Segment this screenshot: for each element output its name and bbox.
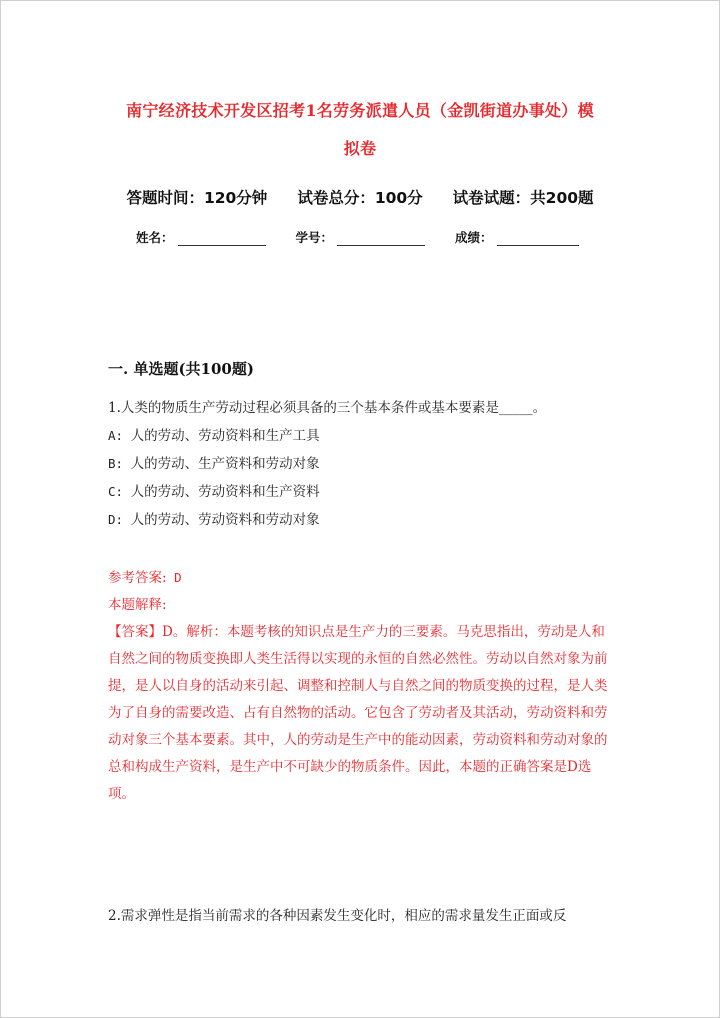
exam-question-count: 试卷试题：共200题	[452, 189, 594, 207]
option-c-key: C:	[108, 484, 124, 499]
option-a-text: 人的劳动、劳动资料和生产工具	[130, 428, 320, 444]
reference-answer-value: D	[174, 570, 182, 585]
student-id-field	[296, 228, 426, 246]
student-fields	[136, 228, 579, 246]
option-c	[108, 480, 320, 500]
name-blank[interactable]	[178, 233, 266, 246]
exam-title-line2: 拟卷	[343, 139, 377, 158]
option-a-key: A:	[108, 428, 124, 443]
option-b-text: 人的劳动、生产资料和劳动对象	[130, 456, 320, 472]
option-d-text: 人的劳动、劳动资料和劳动对象	[130, 512, 320, 528]
question-1-text: 1.人类的物质生产劳动过程必须具备的三个基本条件或基本要素是_____。	[108, 400, 547, 416]
section-title: 一. 单选题(共100题)	[108, 360, 254, 378]
score-field	[455, 228, 579, 246]
option-a	[108, 424, 320, 444]
explanation-label: 本题解释:	[108, 597, 167, 613]
score-label: 成绩：	[455, 230, 493, 245]
exam-title-line1: 南宁经济技术开发区招考1名劳务派遣人员（金凯街道办事处）模	[126, 101, 594, 120]
student-id-blank[interactable]	[337, 233, 425, 246]
option-c-text: 人的劳动、劳动资料和生产资料	[130, 484, 320, 500]
reference-answer	[108, 566, 182, 586]
question-2-text: 2.需求弹性是指当前需求的各种因素发生变化时，相应的需求量发生正面或反	[108, 908, 567, 924]
exam-total-score: 试卷总分：100分	[297, 189, 423, 207]
explanation-body: 【答案】D。解析：本题考核的知识点是生产力的三要素。马克思指出，劳动是人和自然之间的物质变换即人类生活得以实现的永恒的自然必然性。劳动以自然对象为前提，是人以自身的活动来引起、调整和控制人与自然之间的物质变换的过程，是人类为了自身的需要改造、占有自然物的活动。它包含了劳动者及其活动，劳动资料和劳动对象三个基本要素。其中，人的劳动是生产中的能动因素，劳动资料和劳动对象的总和构成生产资料，是生产中不可缺少的物质条件。因此，本题的正确答案是D选项。	[108, 624, 608, 802]
exam-time: 答题时间：120分钟	[126, 189, 268, 207]
reference-answer-label: 参考答案:	[108, 570, 167, 586]
name-field	[136, 228, 266, 246]
exam-title	[100, 92, 620, 168]
exam-meta	[0, 186, 720, 208]
name-label: 姓名：	[136, 230, 174, 245]
option-b	[108, 452, 320, 472]
option-b-key: B:	[108, 456, 124, 471]
student-id-label: 学号：	[295, 230, 334, 245]
option-d	[108, 508, 320, 528]
score-blank[interactable]	[497, 233, 579, 246]
option-d-key: D:	[108, 512, 124, 527]
